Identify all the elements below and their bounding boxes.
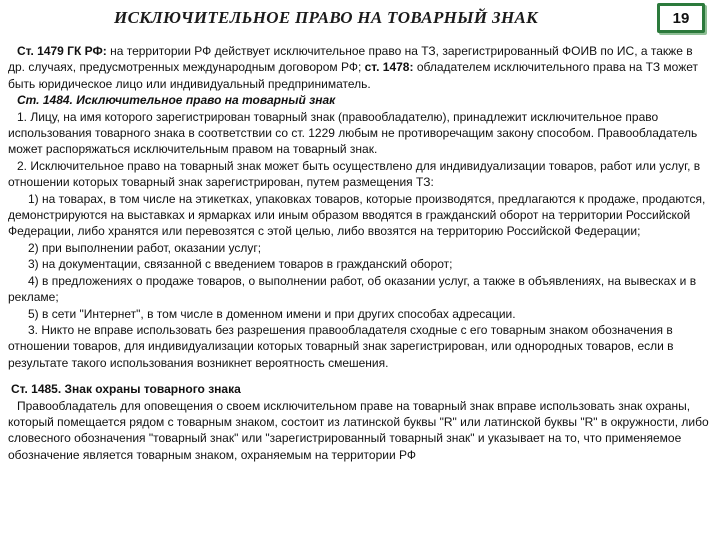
- document-body: [8, 43, 712, 463]
- article-1484-clause-3: 3. Никто не вправе использовать без разрешения правообладателя сходные с его товарным знаком обозначения в отношении товаров, для индивидуализации которых товарный знак зарегистрирован, или однородных товаров, если в результате такого использования возникнет вероятность смешения.: [8, 322, 674, 370]
- slide-number-badge: 19: [657, 3, 705, 33]
- article-1484-clause-2: 2. Исключительное право на товарный знак может быть осуществлено для индивидуализации товаров, работ или услуг, в отношении которых товарный знак зарегистрирован, путем размещения ТЗ:: [8, 158, 701, 190]
- section-gap: [8, 371, 712, 381]
- article-1484-clause-1: 1. Лицу, на имя которого зарегистрирован товарный знак (правообладателю), принадлежит исключительное право использования товарного знака в соответствии со ст. 1229 любым не противоречащим закону способом. Правообладатель может распоряжаться исключительным правом на товарный знак.: [8, 109, 698, 157]
- article-1478-reference: ст. 1478:: [364, 60, 414, 75]
- article-1484-item-1: 1) на товарах, в том числе на этикетках, упаковках товаров, которые производятся, предлагаются к продаже, продаются, демонстрируются на выставках и ярмарках или иным образом вводятся в гражданский оборот на территории Российской Федерации, либо хранятся или перевозятся с этой целью, либо ввозятся на территорию Российской Федерации;: [8, 191, 706, 239]
- article-1479-reference: Ст. 1479 ГК РФ:: [17, 44, 107, 58]
- article-1484-item-2: 2) при выполнении работ, оказании услуг;: [28, 240, 262, 255]
- article-1485-heading: Ст. 1485. Знак охраны товарного знака: [11, 382, 241, 397]
- article-1484-item-3: 3) на документации, связанной с введением товаров в гражданский оборот;: [28, 257, 453, 272]
- page-title: ИСКЛЮЧИТЕЛЬНОЕ ПРАВО НА ТОВАРНЫЙ ЗНАК: [114, 8, 538, 27]
- article-1479-text: на территории РФ действует исключительное право на ТЗ, зарегистрированный ФОИВ по ИС, а также в др. случаях, предусмотренных международным договором РФ;: [8, 44, 693, 75]
- article-1484-heading: Ст. 1484. Исключительное право на товарный знак: [17, 93, 336, 108]
- article-1484-item-4: 4) в предложениях о продаже товаров, о выполнении работ, об оказании услуг, а также в объявлениях, на вывесках и в рекламе;: [8, 273, 697, 305]
- article-1484-item-5: 5) в сети "Интернет", в том числе в доменном имени и при других способах адресации.: [28, 306, 516, 321]
- article-1479-paragraph: [8, 43, 712, 92]
- article-1478-text: обладателем исключительного права на ТЗ может быть юридическое лицо или индивидуальный предприниматель.: [8, 60, 698, 91]
- article-1485-text: Правообладатель для оповещения о своем исключительном праве на товарный знак вправе использовать знак охраны, который помещается рядом с товарным знаком, состоит из латинской буквы "R" или латинской буквы "R" в окружности, либо словесного обозначения "товарный знак" или "зарегистрированный товарный знак" и указывает на то, что применяемое обозначение является товарным знаком, охраняемым на территории РФ: [8, 398, 709, 462]
